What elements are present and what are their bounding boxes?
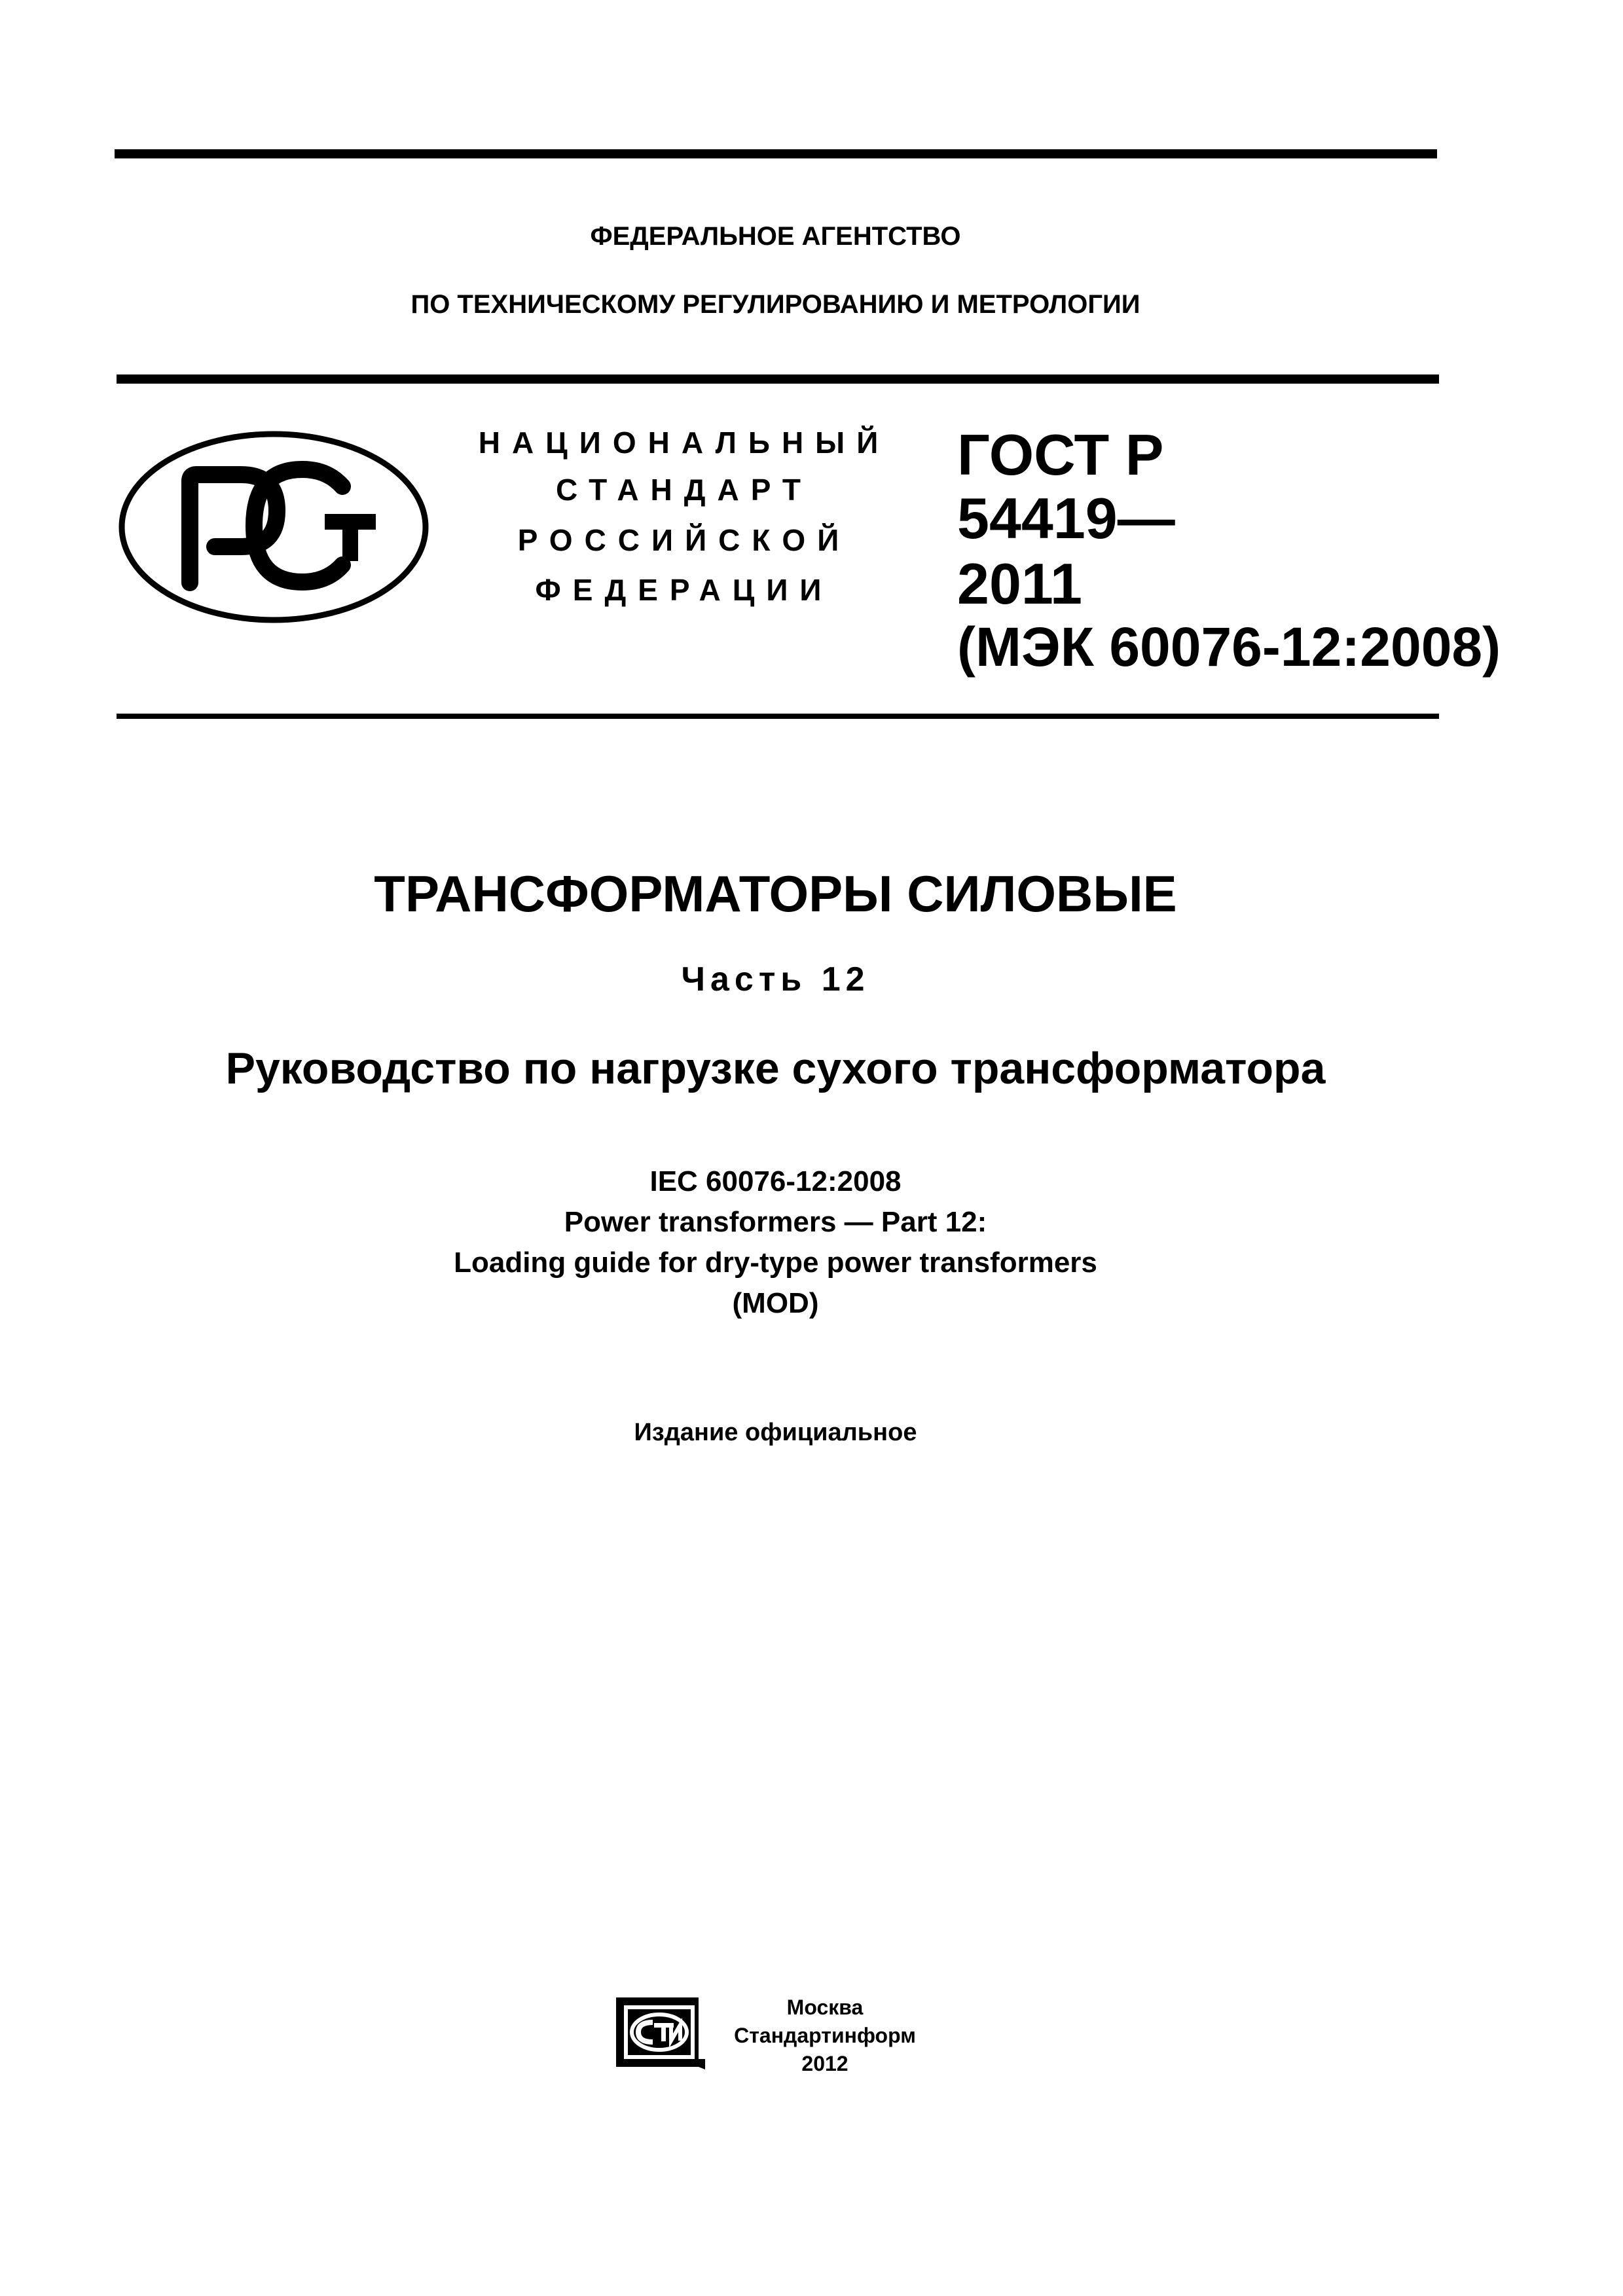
designation-line-2: 54419—: [957, 486, 1175, 551]
publisher-city: Москва: [786, 1995, 864, 2019]
document-title: ТРАНСФОРМАТОРЫ СИЛОВЫЕ: [374, 865, 1177, 922]
english-line-3: Loading guide for dry-type power transformers: [454, 1247, 1097, 1279]
national-standard-line-2: СТАНДАРТ: [556, 473, 812, 507]
header-top-rule: [117, 374, 1439, 384]
header-bottom-rule: [117, 714, 1439, 719]
designation-line-1: ГОСТ Р: [957, 422, 1164, 487]
national-standard-line-3: РОССИЙСКОЙ: [517, 523, 851, 557]
designation-line-4: (МЭК 60076-12:2008): [957, 616, 1501, 678]
english-line-1: IEC 60076-12:2008: [649, 1165, 902, 1197]
publisher-year: 2012: [801, 2052, 848, 2075]
standartinform-logo-icon: [612, 1994, 707, 2072]
agency-line-1: ФЕДЕРАЛЬНОЕ АГЕНТСТВО: [590, 222, 961, 251]
document-subtitle: Руководство по нагрузке сухого трансформатора: [225, 1044, 1326, 1093]
rst-logo-svg: [117, 429, 431, 625]
document-part: Часть 12: [681, 960, 870, 998]
national-standard-line-4: ФЕДЕРАЦИИ: [535, 573, 833, 607]
english-line-2: Power transformers — Part 12:: [564, 1206, 987, 1238]
designation-line-3: 2011: [957, 551, 1082, 616]
standartinform-logo-svg: [612, 1994, 707, 2072]
edition-label: Издание официальное: [634, 1419, 917, 1446]
national-standard-line-1: НАЦИОНАЛЬНЫЙ: [478, 426, 890, 460]
english-line-4: (MOD): [732, 1287, 819, 1319]
agency-line-2: ПО ТЕХНИЧЕСКОМУ РЕГУЛИРОВАНИЮ И МЕТРОЛОГИИ: [410, 290, 1140, 319]
rst-logo-icon: [117, 429, 431, 625]
top-rule: [115, 149, 1437, 158]
publisher-name: Стандартинформ: [734, 2024, 916, 2047]
